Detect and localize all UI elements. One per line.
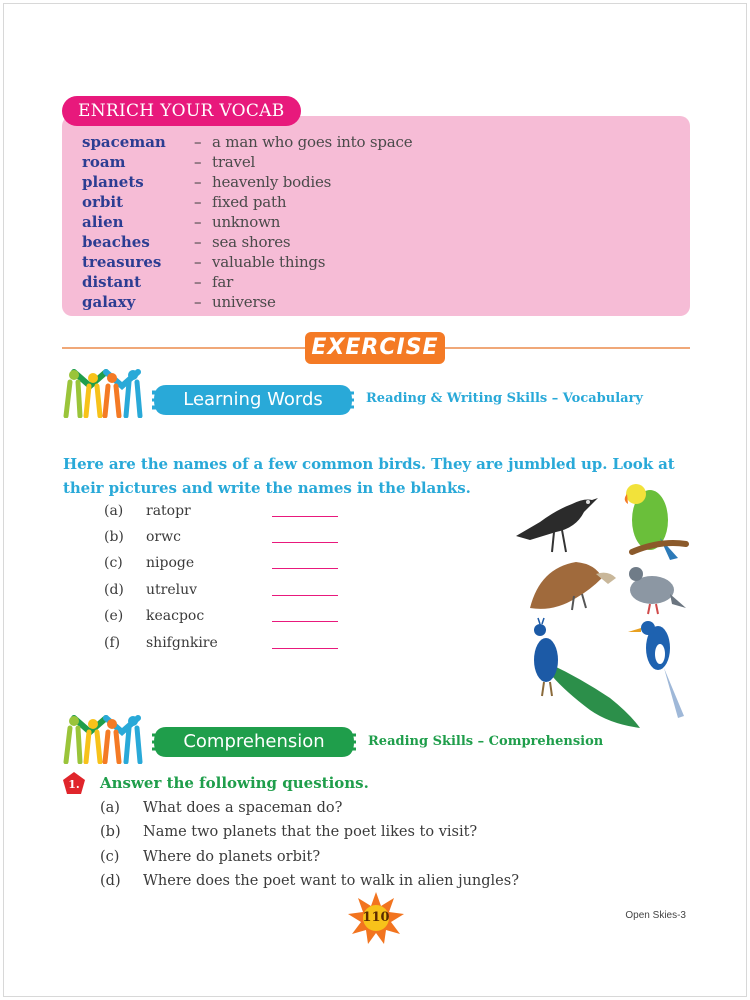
vocab-row (82, 152, 255, 172)
vocab-word: planets (82, 173, 144, 191)
comprehension-banner (152, 725, 356, 759)
vocab-meaning: valuable things (212, 253, 326, 271)
vulture-icon (530, 562, 616, 610)
vocab-word: beaches (82, 233, 150, 251)
answer-blank[interactable] (272, 621, 338, 622)
vocab-meaning: sea shores (212, 233, 291, 251)
vocab-dash: – (194, 233, 202, 251)
learning-words-skill: Reading & Writing Skills – Vocabulary (366, 391, 643, 406)
jumble-letter: (d) (104, 582, 124, 598)
question-number-badge (62, 771, 86, 795)
vocab-dash: – (194, 193, 202, 211)
vocab-heading: ENRICH YOUR VOCAB (62, 96, 301, 126)
vocab-row (82, 132, 412, 152)
vocab-dash: – (194, 253, 202, 271)
vocab-meaning: a man who goes into space (212, 133, 413, 151)
learning-words-banner (152, 383, 354, 417)
vocab-dash: – (194, 173, 202, 191)
vocab-row (82, 232, 290, 252)
jumble-word: utreluv (146, 582, 198, 598)
question-letter: (a) (100, 800, 120, 816)
question-letter: (b) (100, 824, 121, 840)
question-heading: Answer the following questions. (100, 774, 369, 792)
jumble-letter: (a) (104, 503, 124, 519)
jumble-letter: (b) (104, 529, 124, 545)
jumble-word: shifgnkire (146, 635, 218, 651)
birds-illustration (510, 478, 700, 733)
vocab-word: spaceman (82, 133, 166, 151)
vocab-dash: – (194, 213, 202, 231)
parrot-icon (625, 484, 686, 560)
answer-blank[interactable] (272, 595, 338, 596)
vocab-word: alien (82, 213, 124, 231)
peacock-icon (534, 618, 640, 728)
vocab-dash: – (194, 293, 202, 311)
crow-icon (516, 498, 598, 552)
question-text: Where do planets orbit? (143, 849, 321, 865)
comprehension-skill: Reading Skills – Comprehension (368, 734, 604, 749)
answer-blank[interactable] (272, 648, 338, 649)
vocab-word: orbit (82, 193, 124, 211)
question-text: Where does the poet want to walk in alien jungles? (143, 873, 519, 889)
vocab-dash: – (194, 133, 202, 151)
vocab-dash: – (194, 153, 202, 171)
question-letter: (d) (100, 873, 121, 889)
vocab-row (82, 252, 325, 272)
answer-blank[interactable] (272, 542, 338, 543)
pigeon-icon (629, 567, 686, 614)
learning-words-title: Learning Words (183, 389, 323, 410)
jumble-letter: (e) (104, 608, 124, 624)
vocab-meaning: universe (212, 293, 276, 311)
children-group-icon (60, 712, 152, 764)
answer-blank[interactable] (272, 516, 338, 517)
vocab-meaning: fixed path (212, 193, 287, 211)
vocab-word: distant (82, 273, 142, 291)
vocab-meaning: far (212, 273, 234, 291)
vocab-word: galaxy (82, 293, 136, 311)
vocab-row (82, 212, 280, 232)
vocab-meaning: heavenly bodies (212, 173, 332, 191)
jumble-word: nipoge (146, 555, 195, 571)
children-group-icon (60, 366, 152, 418)
vocab-row (82, 292, 276, 312)
answer-blank[interactable] (272, 568, 338, 569)
page-number: 110 (362, 910, 390, 925)
comprehension-title: Comprehension (183, 731, 325, 752)
kingfisher-icon (628, 621, 684, 718)
jumble-word: ratopr (146, 503, 191, 519)
jumble-word: orwc (146, 529, 181, 545)
book-title: Open Skies-3 (625, 910, 686, 921)
vocab-row (82, 272, 233, 292)
jumble-word: keacpoc (146, 608, 205, 624)
question-text: Name two planets that the poet likes to visit? (143, 824, 478, 840)
exercise-badge: EXERCISE (305, 332, 445, 364)
vocab-row (82, 172, 331, 192)
question-letter: (c) (100, 849, 120, 865)
vocab-word: roam (82, 153, 126, 171)
vocab-meaning: travel (212, 153, 256, 171)
question-number: 1. (68, 778, 80, 791)
vocab-word: treasures (82, 253, 162, 271)
vocab-meaning: unknown (212, 213, 281, 231)
jumble-letter: (f) (104, 635, 121, 651)
vocab-dash: – (194, 273, 202, 291)
question-text: What does a spaceman do? (143, 800, 343, 816)
jumble-letter: (c) (104, 555, 123, 571)
vocab-row (82, 192, 286, 212)
learning-words-instructions: Here are the names of a few common birds. They are jumbled up. Look at their pictures and write the names in the blanks. (63, 455, 675, 497)
